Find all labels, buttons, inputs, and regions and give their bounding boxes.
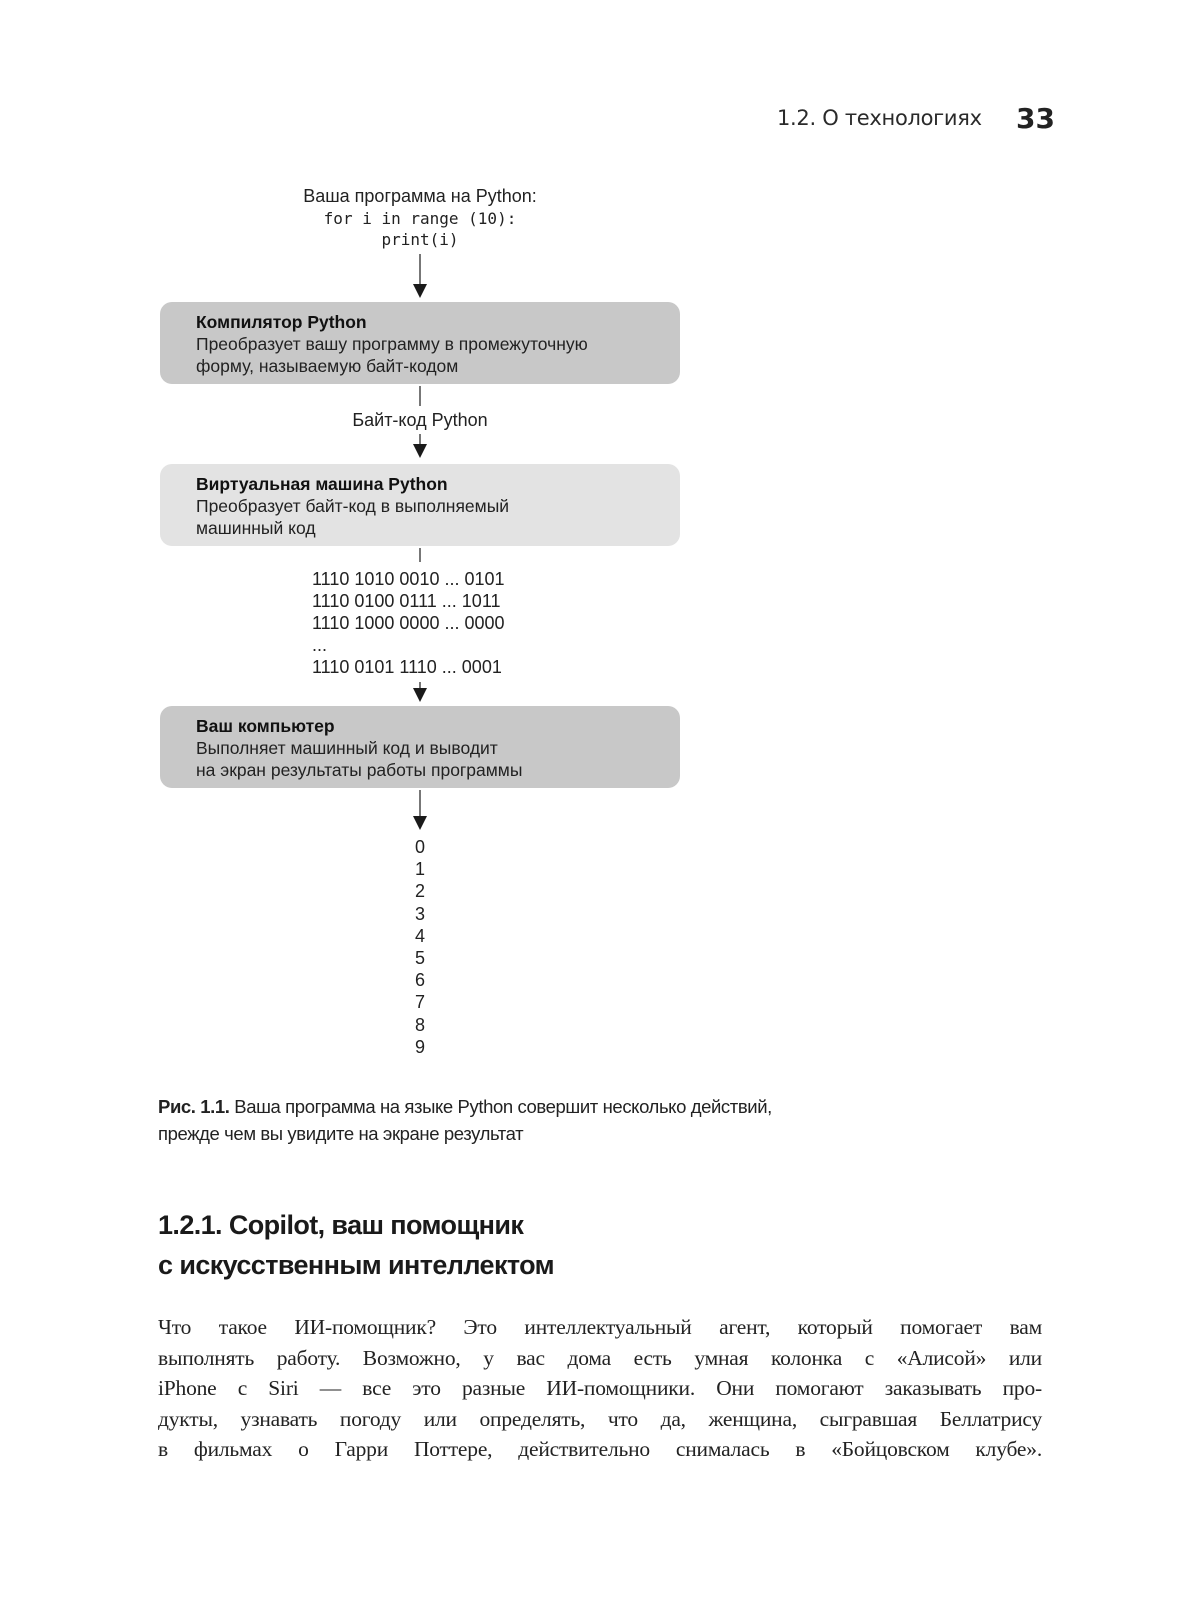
bytecode-label: Байт-код Python bbox=[352, 410, 488, 430]
code-line: print(i) bbox=[381, 230, 459, 249]
output-value: 8 bbox=[414, 1014, 425, 1035]
section-heading bbox=[158, 1205, 958, 1285]
arrow-down-icon bbox=[413, 688, 427, 702]
output-value: 1 bbox=[414, 859, 425, 880]
output-value: 9 bbox=[414, 1036, 425, 1057]
program-output bbox=[400, 836, 440, 1058]
caption-text: Ваша программа на языке Python совершит несколько действий, bbox=[229, 1096, 772, 1117]
step-title: Ваш компьютер bbox=[196, 716, 335, 736]
step-description: машинный код bbox=[196, 518, 316, 538]
paragraph-line: выполнять работу. Возможно, у вас дома есть умная колонка с «Алисой» или bbox=[158, 1345, 1042, 1370]
caption-label: Рис. 1.1. bbox=[158, 1096, 230, 1117]
machine-code-line: 1110 0100 0111 ... 1011 bbox=[312, 591, 501, 611]
arrow-down-icon bbox=[413, 444, 427, 458]
connector-line bbox=[419, 254, 421, 286]
connector-line bbox=[419, 790, 421, 818]
output-value: 5 bbox=[414, 948, 425, 969]
input-program-title: Ваша программа на Python: bbox=[303, 186, 537, 206]
connector-line bbox=[419, 548, 421, 562]
step-box-compiler bbox=[160, 302, 680, 384]
paragraph-line: в фильмах о Гарри Поттере, действительно снималась в «Бойцовском клубе». bbox=[158, 1437, 1042, 1461]
step-description: на экран результаты работы программы bbox=[196, 760, 523, 780]
figure-caption bbox=[158, 1093, 958, 1147]
page-number: 33 bbox=[1016, 102, 1055, 135]
paragraph-line: Что такое ИИ-помощник? Это интеллектуальный агент, который помогает вам bbox=[158, 1315, 1042, 1339]
arrow-down-icon bbox=[413, 284, 427, 298]
running-header-title: 1.2. О технологиях bbox=[777, 106, 982, 130]
step-title: Компилятор Python bbox=[196, 312, 367, 332]
arrow-down-icon bbox=[413, 816, 427, 830]
output-value: 4 bbox=[414, 925, 425, 946]
step-box-virtual-machine bbox=[160, 464, 680, 546]
connector-line bbox=[419, 386, 421, 406]
step-box-computer bbox=[160, 706, 680, 788]
step-description: Преобразует вашу программу в промежуточную bbox=[196, 334, 588, 354]
step-title: Виртуальная машина Python bbox=[196, 474, 448, 494]
heading-line: 1.2.1. Copilot, ваш помощник bbox=[158, 1210, 524, 1240]
paragraph-line: дукты, узнавать погоду или определять, что да, женщина, сыгравшая Беллатрису bbox=[158, 1406, 1042, 1431]
machine-code-block bbox=[312, 568, 505, 678]
caption-text: прежде чем вы увидите на экране результат bbox=[158, 1123, 524, 1144]
machine-code-line: 1110 0101 1110 ... 0001 bbox=[312, 657, 502, 677]
step-description: Выполняет машинный код и выводит bbox=[196, 738, 498, 758]
body-paragraph bbox=[158, 1312, 1042, 1465]
step-description: форму, называемую байт-кодом bbox=[196, 356, 459, 376]
output-value: 2 bbox=[414, 881, 425, 902]
machine-code-line: 1110 1010 0010 ... 0101 bbox=[312, 569, 505, 589]
output-value: 0 bbox=[414, 837, 425, 857]
machine-code-line: ... bbox=[312, 635, 328, 655]
output-value: 7 bbox=[414, 992, 425, 1013]
code-line: for i in range (10): bbox=[323, 209, 517, 228]
step-description: Преобразует байт-код в выполняемый bbox=[196, 496, 510, 516]
machine-code-line: 1110 1000 0000 ... 0000 bbox=[312, 613, 505, 633]
output-value: 3 bbox=[414, 903, 425, 924]
heading-line: с искусственным интеллектом bbox=[158, 1250, 555, 1280]
paragraph-line: iPhone с Siri — все это разные ИИ-помощники. Они помогают заказывать про- bbox=[158, 1376, 1042, 1400]
output-value: 6 bbox=[414, 970, 425, 991]
